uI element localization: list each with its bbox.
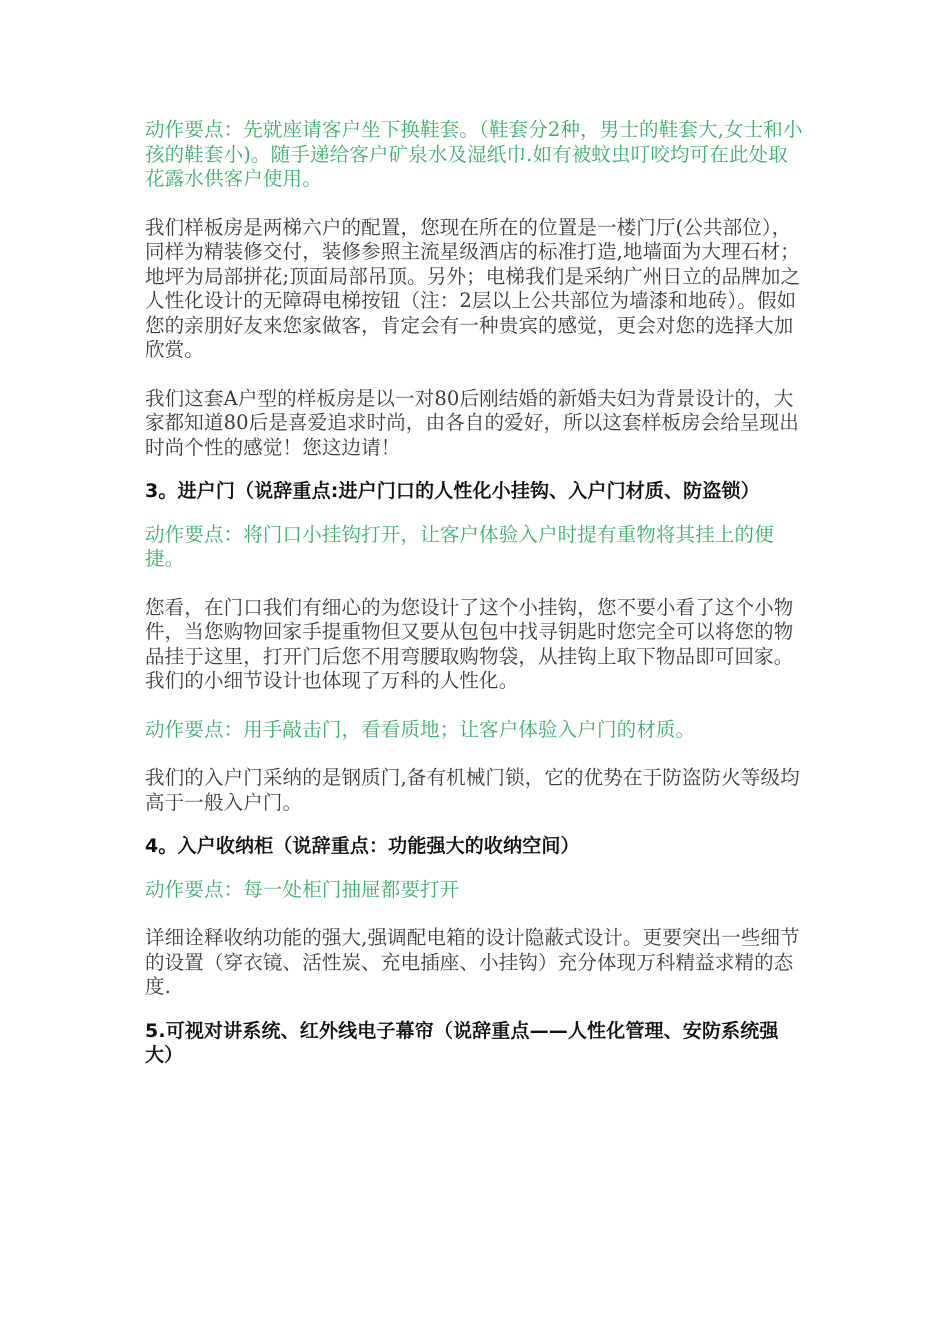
- paragraph-cabinet: 详细诠释收纳功能的强大,强调配电箱的设计隐蔽式设计。更要突出一些细节的设置（穿衣镜、活性炭、充电插座、小挂钩）充分体现万科精益求精的态度.: [145, 926, 800, 998]
- heading-storage-cabinet: 4。入户收纳柜（说辞重点：功能强大的收纳空间）: [145, 835, 580, 857]
- action-note-cabinet: 动作要点：每一处柜门抽屉都要打开: [145, 877, 460, 901]
- paragraph-showroom-intro: 我们这套A户型的样板房是以一对80后刚结婚的新婚夫妇为背景设计的，大家都知道80后是喜爱追求时尚，由各自的爱好，所以这套样板房会给呈现出时尚个性的感觉！您这边请！: [145, 386, 799, 459]
- action-note-shoe-covers: 动作要点：先就座请客户坐下换鞋套。（鞋套分2种，男士的鞋套大,女士和小孩的鞋套小)。随手递给客户矿泉水及湿纸巾.如有被蚊虫叮咬均可在此处取花露水供客户使用。: [145, 118, 803, 190]
- paragraph-door-material: 我们的入户门采纳的是钢质门,备有机械门锁，它的优势在于防盗防火等级均高于一般入户门。: [145, 766, 800, 814]
- heading-intercom-system: 5.可视对讲系统、红外线电子幕帘（说辞重点——人性化管理、安防系统强大）: [145, 1019, 779, 1066]
- action-note-door-hook: 动作要点：将门口小挂钩打开，让客户体验入户时提有重物将其挂上的便捷。: [145, 522, 774, 570]
- paragraph-door-hook: 您看，在门口我们有细心的为您设计了这个小挂钩，您不要小看了这个小物件，当您购物回家手提重物但又要从包包中找寻钥匙时您完全可以将您的物品挂于这里，打开门后您不用弯腰取购物袋，从挂钩上取下物品即可回家。我们的小细节设计也体现了万科的人性化。: [145, 595, 794, 692]
- paragraph-lobby-description: 我们样板房是两梯六户的配置，您现在所在的位置是一楼门厅(公共部位），同样为精装修交付，装修参照主流星级酒店的标准打造,地墙面为大理石材；地坪为局部拼花;顶面局部吊顶。另外；电梯我们是采纳广州日立的品牌加之人性化设计的无障碍电梯按钮（注：2层以上公共部位为墙漆和地砖）。假如您的亲朋好友来您家做客，肯定会有一种贵宾的感觉，更会对您的选择大加欣赏。: [145, 215, 801, 361]
- heading-entrance-door: 3。进户门（说辞重点:进户门口的人性化小挂钩、入户门材质、防盗锁）: [145, 480, 760, 502]
- action-note-door-material: 动作要点：用手敲击门，看看质地；让客户体验入户门的材质。: [145, 717, 696, 741]
- document-page: [145, 118, 807, 1068]
